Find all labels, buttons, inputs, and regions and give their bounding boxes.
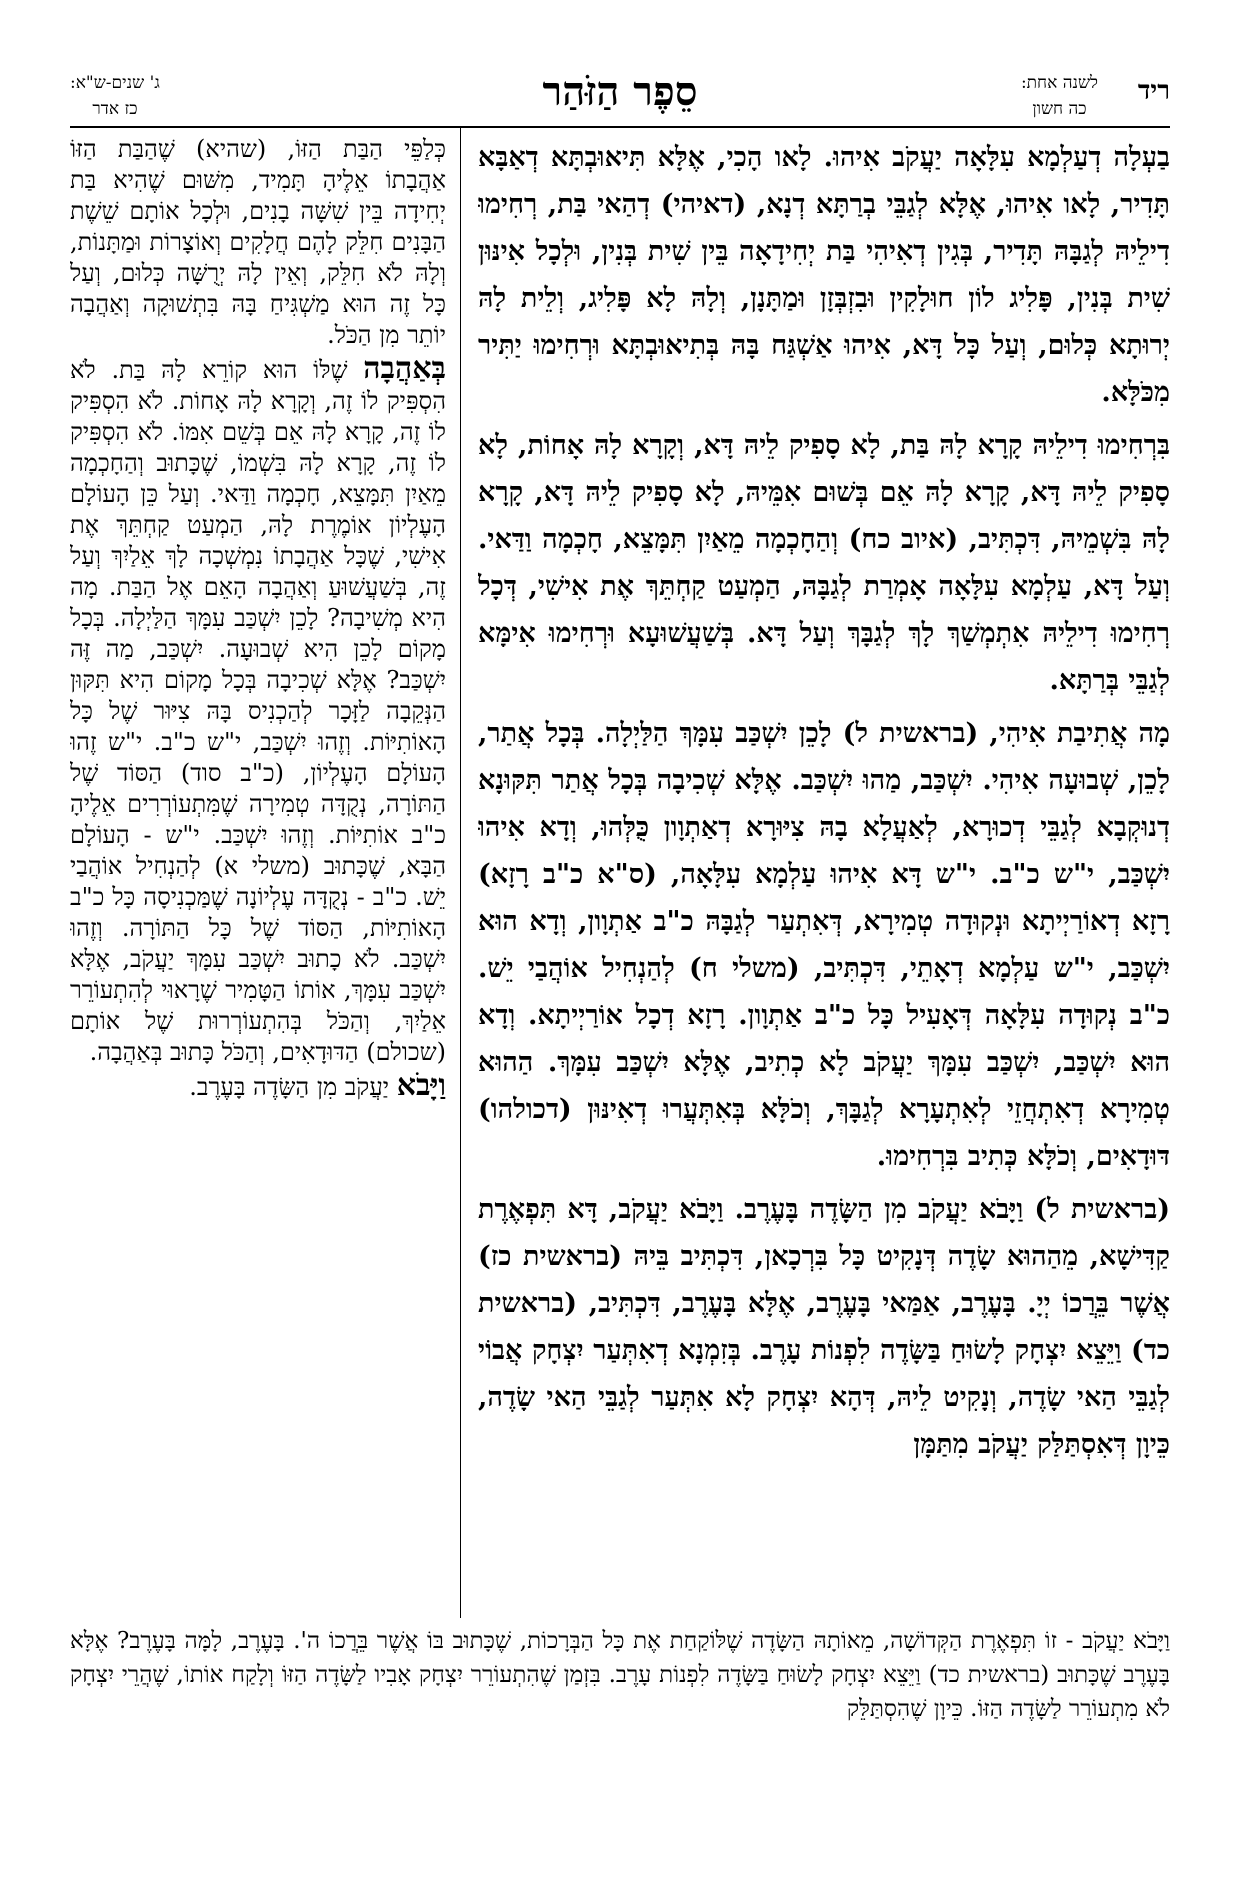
- hebrew-paragraph: [70, 353, 446, 1068]
- page-header: [70, 66, 1170, 126]
- aramaic-column: [478, 134, 1170, 1620]
- page-number: ריד: [1137, 76, 1170, 106]
- study-date-one-year: כה חשון: [1032, 99, 1087, 119]
- column-divider: [460, 128, 461, 1618]
- hebrew-paragraph: כְּלַפֵּי הַבַּת הַזּוֹ, (שהיא) שֶׁהַבַּת הַזּוֹ אַהֲבָתוֹ אֵלֶיהָ תָּמִיד, מִשּׁוּם שֶׁהִיא בַּת יְחִידָה בֵּין שִׁשָּׁה בָנִים, וּלְכָל אוֹתָם שֵׁשֶׁת הַבָּנִים חִלֵּק לָהֶם חֲלָקִים וְאוֹצָרוֹת וּמַתָּנוֹת, וְלָהּ לֹא חִלֵּק, וְאֵין לָהּ יְרֻשָּׁה כְּלוּם, וְעַל כָּל זֶה הוּא מַשְׁגִּיחַ בָּהּ בִּתְשׁוּקָה וְאַהֲבָה יוֹתֵר מִן הַכֹּל.: [70, 135, 446, 349]
- header-left-info: [70, 70, 160, 122]
- book-title: סֵפֶר הַזֹּהַר: [542, 68, 698, 115]
- hebrew-paragraph: [70, 1070, 446, 1103]
- lead-word: וַיָּבֹא: [396, 1068, 446, 1103]
- study-schedule-one-year: לשנה אחת:: [1020, 73, 1098, 93]
- hebrew-translation-column: [70, 134, 446, 1620]
- hebrew-paragraph-text: יַעֲקֹב מִן הַשָּׂדֶה בָּעֶרֶב.: [189, 1073, 390, 1101]
- aramaic-paragraph: בִּרְחִימוּ דִילֵיהּ קָרָא לָהּ בַּת, לָא סָפִיק לֵיהּ דָּא, וְקָרָא לָהּ אָחוֹת, לָא סָפִיק לֵיהּ דָּא, קָרָא לָהּ אֵם בְּשׁוּם אִמֵּיהּ, לָא סָפִיק לֵיהּ דָּא, קָרָא לָהּ בִּשְׁמֵיהּ, דִּכְתִּיב, (איוב כח) וְהַחָכְמָה מֵאַיִן תִּמָּצֵא, חָכְמָה וַדַּאי. וְעַל דָּא, עַלְמָא עִלָּאָה אָמְרַת לְגַבָּהּ, הַמְעַט קַחְתֵּךְ אֶת אִישִׁי, דְּכָל רְחִימוּ דִילֵיהּ אִתְמְשַׁךְ לָךְ לְגַבָּךְ וְעַל דָּא. בְּשַׁעֲשׁוּעָא וּרְחִימוּ אִימָּא לְגַבֵּי בְּרַתָּא.: [478, 430, 1170, 696]
- lead-word: בְּאַהֲבָה: [363, 351, 446, 386]
- aramaic-paragraph: בַעְלָה דְעַלְמָא עִלָּאָה יַעֲקֹב אִיהוּ. לָאו הָכִי, אֶלָּא תִּיאוּבְתָּא דְאַבָּא תָּדִיר, לָאו אִיהוּ, אֶלָּא לְגַבֵּי בְרַתָּא דְנָא, (דאיהי) דְהַאי בַּת, רְחִימוּ דִילֵיהּ לְגַבָּהּ תָּדִיר, בְּגִין דְאִיהִי בַּת יְחִידָאָה בֵּין שִׁית בְּנִין, וּלְכָל אִינּוּן שִׁית בְּנִין, פָּלִיג לוֹן חוּלָקִין וּבִזְבְּזָן וּמַתָּנָן, וְלָהּ לָא פָּלִיג, וְלֵית לָהּ יְרוּתָא כְּלוּם, וְעַל כָּל דָּא, אִיהוּ אַשְׁגַּח בָּהּ בְּתִיאוּבְתָּא וּרְחִימוּ יַתִּיר מִכֹּלָּא.: [478, 142, 1170, 408]
- header-rule: [70, 126, 1170, 128]
- study-schedule-three-years: ג' שנים-ש"א:: [70, 73, 160, 93]
- aramaic-paragraph: מָה אֲתִיבַת אִיהִי, (בראשית ל) לָכֵן יִשְׁכַּב עִמָּךְ הַלַּיְלָה. בְּכָל אֲתַר, לָכֵן, שְׁבוּעָה אִיהִי. יִשְׁכַּב, מַהוּ יִשְׁכַּב. אֶלָּא שְׁכִיבָה בְּכָל אֲתַר תִּקּוּנָא דְנוּקְבָא לְגַבֵּי דְכוּרָא, לְאַעֲלָא בָהּ צִיּוּרָא דְאַתְוָון כֻּלְּהוּ, וְדָא אִיהוּ יִשְׁכַּב, י"ש כ"ב. י"ש דָּא אִיהוּ עַלְמָא עִלָּאָה, (ס"א כ"ב רָזָא) רָזָא דְאוֹרַיְיתָא וּנְקוּדָה טְמִירָא, דְּאִתְעַר לְגַבָּהּ כ"ב אַתְוָון, וְדָא הוּא יִשְׁכַּב, י"ש עַלְמָא דְאָתֵי, דִּכְתִּיב, (משלי ח) לְהַנְחִיל אוֹהֲבַי יֵשׁ. כ"ב נְקוּדָה עִלָּאָה דְּאָעִיל כָּל כ"ב אַתְוָון. רָזָא דְכָל אוֹרַיְיתָא. וְדָא הוּא יִשְׁכַּב, יִשְׁכַּב עִמָּךְ יַעֲקֹב לָא כְתִיב, אֶלָּא יִשְׁכַּב עִמָּךְ. הַהוּא טְמִירָא דְאִתְחֲזֵי לְאִתְעָרָא לְגַבָּךְ, וְכֹלָּא בְּאִתְּעֲרוּ דְאִינּוּן (דכולהו) דּוּדָאִים, וְכֹלָּא כְּתִיב בִּרְחִימוּ.: [478, 718, 1170, 1172]
- bottom-translation: וַיָּבֹא יַעֲקֹב - זוֹ תִּפְאֶרֶת הַקְּדוֹשָׁה, מֵאוֹתָהּ הַשָּׂדֶה שֶׁלּוֹקַחַת אֶת כָּל הַבְּרָכוֹת, שֶׁכָּתוּב בּוֹ אֲשֶׁר בֵּרֲכוֹ ה'. בָּעֶרֶב, לָמָּה בָּעֶרֶב? אֶלָּא בָּעֶרֶב שֶׁכָּתוּב (בראשית כד) וַיֵּצֵא יִצְחָק לָשׂוּחַ בַּשָּׂדֶה לִפְנוֹת עָרֶב. בִּזְמַן שֶׁהִתְעוֹרֵר יִצְחָק אָבִיו לַשָּׂדֶה הַזּוֹ וְלָקַח אוֹתוֹ, שֶׁהֲרֵי יִצְחָק לֹא מִתְעוֹרֵר לַשָּׂדֶה הַזּוֹ. כֵּיוָן שֶׁהִסְתַּלֵּק: [70, 1628, 1170, 1722]
- hebrew-paragraph-text: שֶׁלּוֹ הוּא קוֹרֵא לָהּ בַּת. לֹא הִסְפִּיק לוֹ זֶה, וְקָרָא לָהּ אָחוֹת. לֹא הִסְפִּיק לוֹ זֶה, קָרָא לָהּ אֵם בְּשֵׁם אִמּוֹ. לֹא הִסְפִּיק לוֹ זֶה, קָרָא לָהּ בִּשְׁמוֹ, שֶׁכָּתוּב וְהַחָכְמָה מֵאַיִן תִּמָּצֵא, חָכְמָה וַדַּאי. וְעַל כֵּן הָעוֹלָם הָעֶלְיוֹן אוֹמֶרֶת לָהּ, הַמְעַט קַחְתֵּךְ אֶת אִישִׁי, שֶׁכָּל אַהֲבָתוֹ נִמְשְׁכָה לָךְ אֵלַיִךְ וְעַל זֶה, בְּשַׁעֲשׁוּעַ וְאַהֲבָה הָאֵם אֶל הַבַּת. מָה הִיא מְשִׁיבָה? לָכֵן יִשְׁכַּב עִמָּךְ הַלַּיְלָה. בְּכָל מָקוֹם לָכֵן הִיא שְׁבוּעָה. יִשְׁכַּב, מַה זֶּה יִשְׁכַּב? אֶלָּא שְׁכִיבָה בְּכָל מָקוֹם הִיא תִּקּוּן הַנְּקֵבָה לַזָּכָר לְהַכְנִיס בָּהּ צִיּוּר שֶׁל כָּל הָאוֹתִיּוֹת. וְזֶהוּ יִשְׁכַּב, י"ש כ"ב. י"ש זֶהוּ הָעוֹלָם הָעֶלְיוֹן, (כ"ב סוד) הַסּוֹד שֶׁל הַתּוֹרָה, נְקֻדָּה טְמִירָה שֶׁמִּתְעוֹרְרִים אֵלֶיהָ כ"ב אוֹתִיּוֹת. וְזֶהוּ יִשְׁכַּב. י"ש - הָעוֹלָם הַבָּא, שֶׁכָּתוּב (משלי א) לְהַנְחִיל אוֹהֲבַי יֵשׁ. כ"ב - נְקֻדָּה עֶלְיוֹנָה שֶׁמַּכְנִיסָה כָּל כ"ב הָאוֹתִיּוֹת, הַסּוֹד שֶׁל כָּל הַתּוֹרָה. וְזֶהוּ יִשְׁכַּב. לֹא כָתוּב יִשְׁכַּב עִמָּךְ יַעֲקֹב, אֶלָּא יִשְׁכַּב עִמָּךְ, אוֹתוֹ הַטָּמִיר שֶׁרָאוּי לְהִתְעוֹרֵר אֵלַיִךְ, וְהַכֹּל בְּהִתְעוֹרְרוּת שֶׁל אוֹתָם (שכולם) הַדּוּדָאִים, וְהַכֹּל כָּתוּב בְּאַהֲבָה.: [70, 356, 446, 1066]
- study-date-three-years: כז אדר: [92, 99, 138, 119]
- aramaic-paragraph: (בראשית ל) וַיָּבֹא יַעֲקֹב מִן הַשָּׂדֶה בָּעֶרֶב. וַיָּבֹא יַעֲקֹב, דָּא תִּפְאֶרֶת קַדִּישָׁא, מֵהַהוּא שָׂדֶה דְּנָקִיט כָּל בִּרְכָאן, דִּכְתִּיב בֵּיהּ (בראשית כז) אֲשֶׁר בֵּרֲכוֹ יְיָ. בָּעֶרֶב, אַמַּאי בָּעֶרֶב, אֶלָּא בָּעֶרֶב, דִּכְתִּיב, (בראשית כד) וַיֵּצֵא יִצְחָק לָשׂוּחַ בַּשָּׂדֶה לִפְנוֹת עָרֶב. בְּזִמְנָא דְאִתְּעַר יִצְחָק אֲבוֹי לְגַבֵּי הַאי שָׂדֶה, וְנָקִיט לֵיהּ, דְּהָא יִצְחָק לָא אִתְּעַר לְגַבֵּי הַאי שָׂדֶה, כֵּיוָן דְּאִסְתַּלַּק יַעֲקֹב מִתַּמָּן: [478, 1194, 1170, 1460]
